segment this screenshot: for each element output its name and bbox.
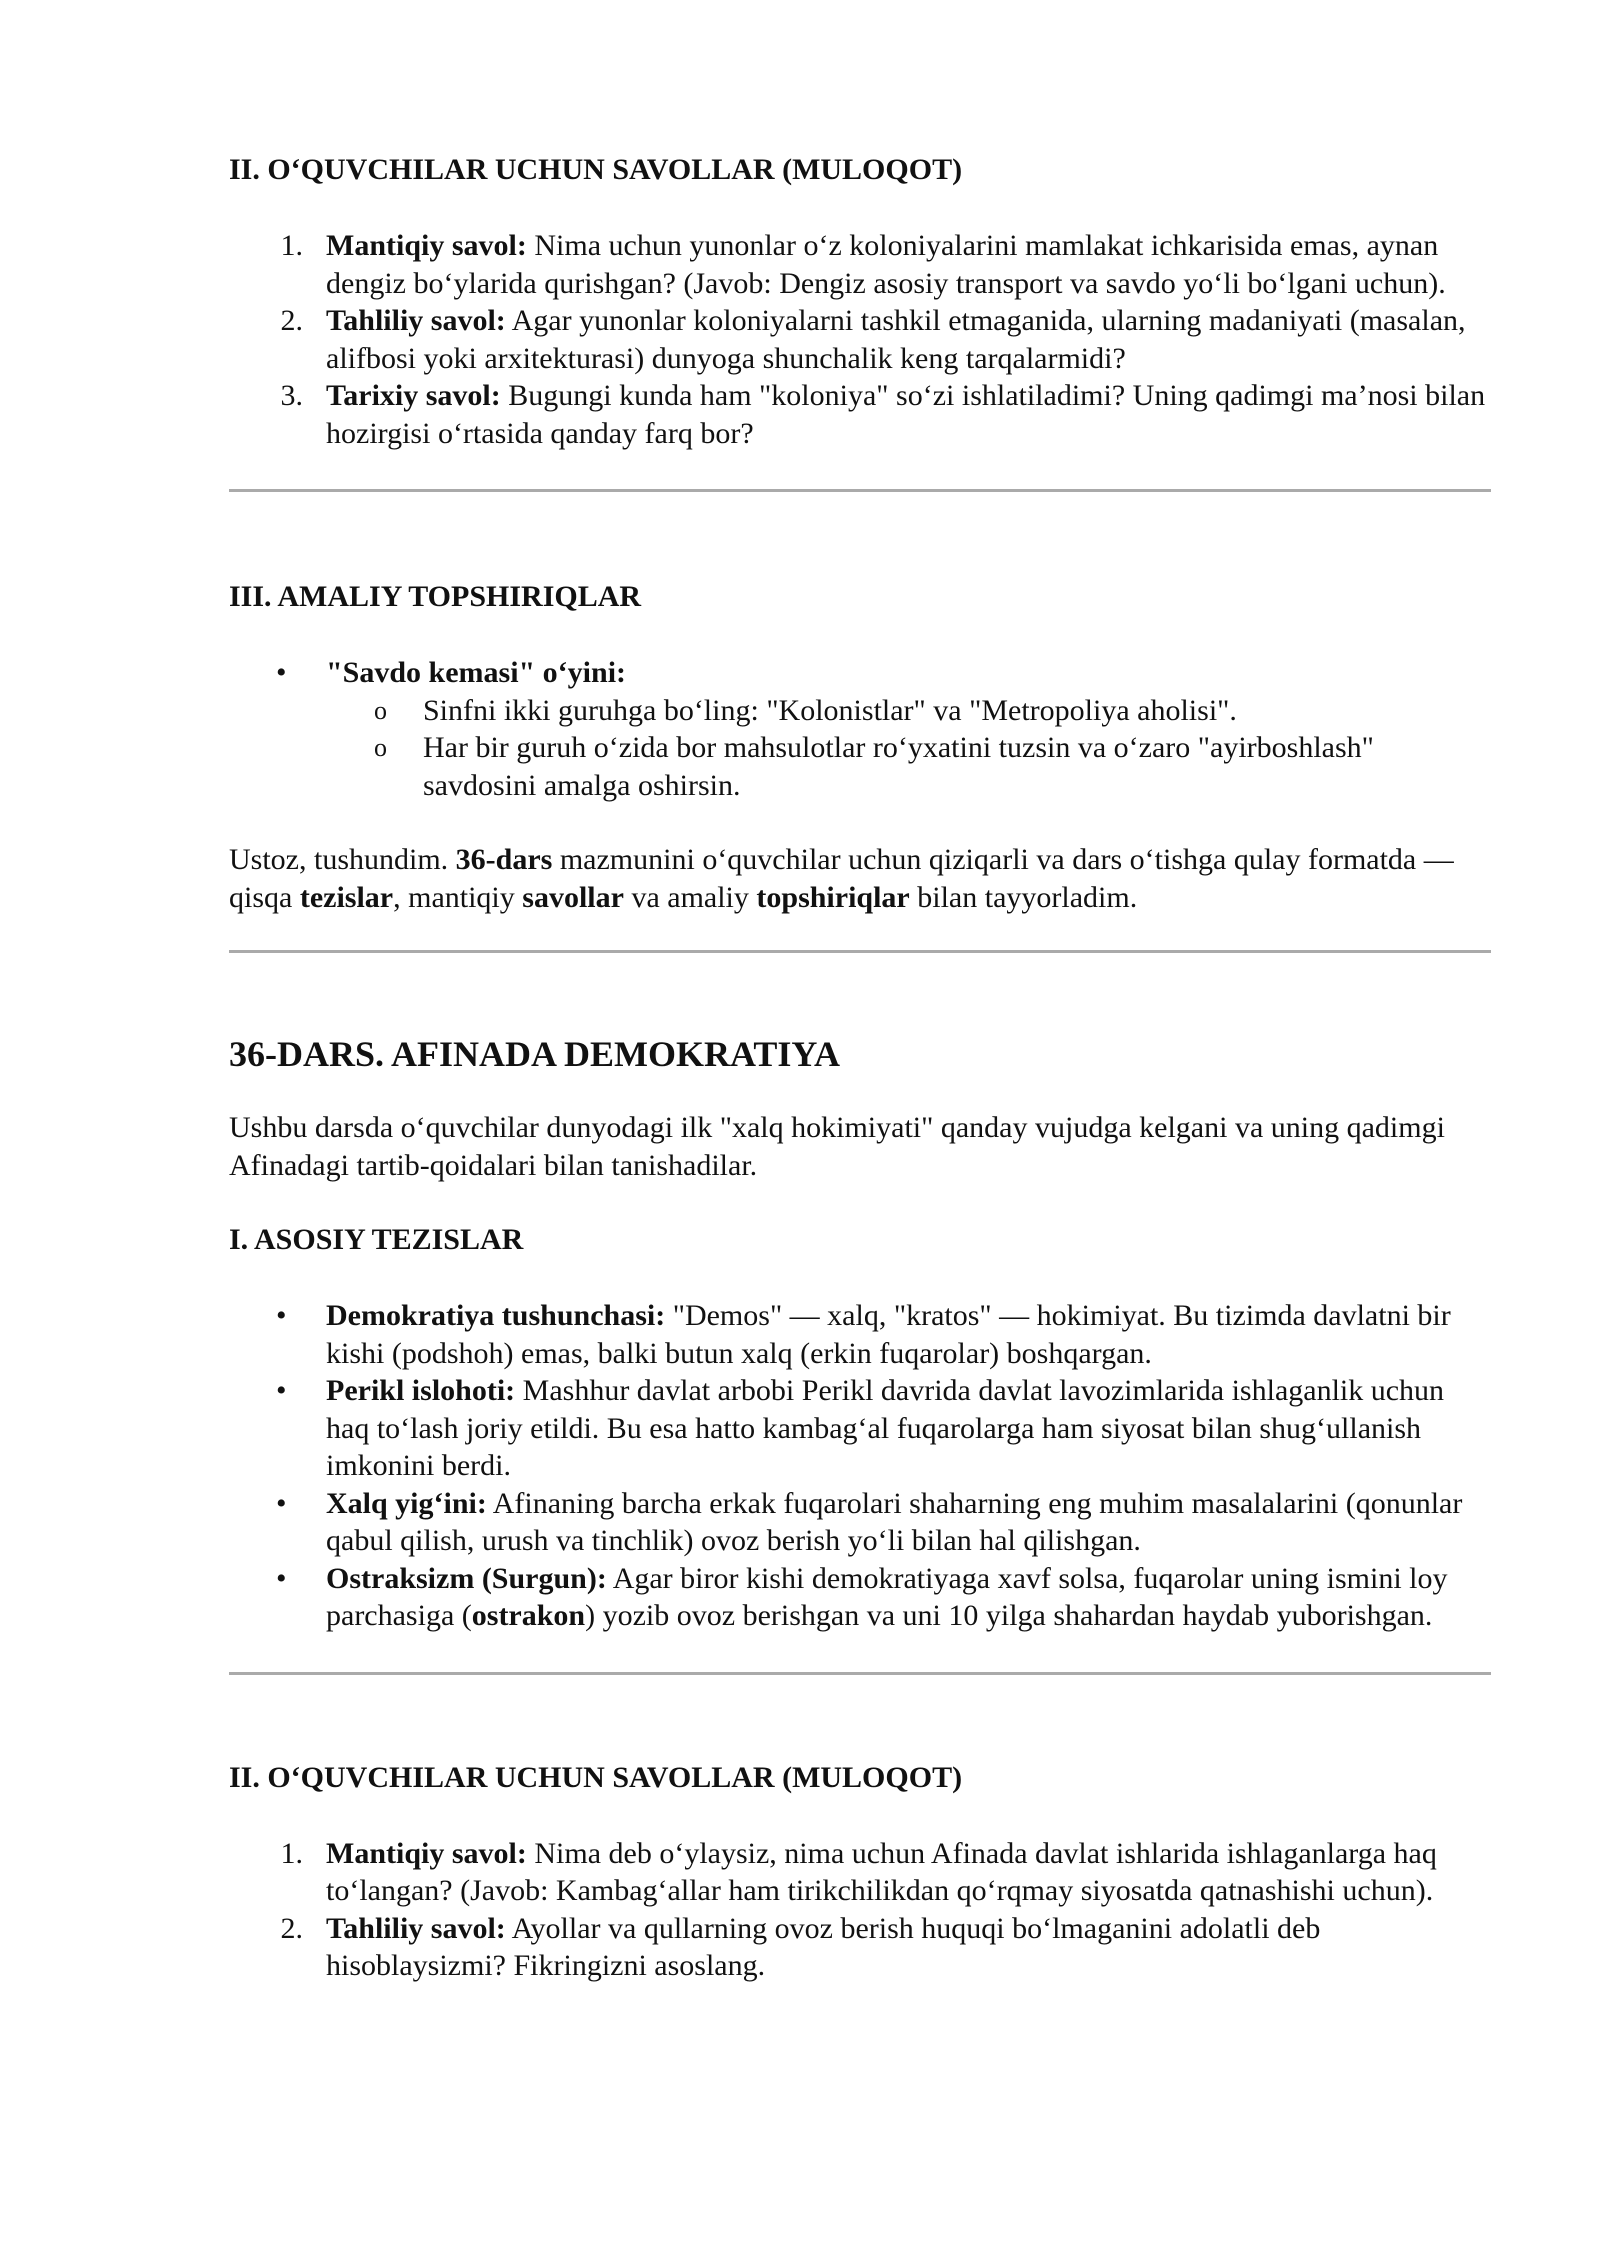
item-label: Tahliliy savol: — [326, 1911, 506, 1945]
item-text: Agar biror kishi demokratiyaga xavf solsa, fuqarolar uning ismini loy parchasiga ( — [326, 1561, 1448, 1632]
list-number: 1. — [280, 229, 303, 262]
bold-run: savollar — [522, 880, 624, 914]
item-text: Nima deb o‘ylaysiz, nima uchun Afinada davlat ishlarida ishlaganlarga haq to‘langan? (Javob: Kambag‘allar ham tirikchilikdan qo‘rqmay siyosatda qatnashishi uchun). — [326, 1836, 1437, 1907]
lesson-description: Ushbu darsda o‘quvchilar dunyodagi ilk "xalq hokimiyati" qanday vujudga kelgani va uning qadimgi Afinadagi tartib-qoidalari bilan tanishadilar. — [229, 1111, 1445, 1182]
item-label: Tahliliy savol: — [326, 304, 506, 337]
item-text: Agar yunonlar koloniyalarni tashkil etmaganida, ularning madaniyati (masalan, alifbosi yoki arxitekturasi) dunyoga shunchalik keng tarqalarmidi? — [326, 304, 1466, 375]
item-bold: ostrakon — [471, 1599, 586, 1632]
item-label: Perikl islohoti: — [326, 1374, 516, 1407]
item-text: Ayollar va qullarning ovoz berish huquqi bo‘lmaganini adolatli deb hisoblaysizmi? Fikringizni asoslang. — [326, 1911, 1321, 1982]
sub-item-text: Sinfni ikki guruhga bo‘ling: "Kolonistlar" va "Metropoliya aholisi". — [423, 693, 1237, 727]
item-text: Afinaning barcha erkak fuqarolari shaharning eng muhim masalalarini (qonunlar qabul qilish, urush va tinchlik) ovoz berish yo‘li bilan hal qilishgan. — [326, 1486, 1463, 1557]
bullet-icon: • — [276, 1374, 287, 1407]
list-item — [229, 1297, 1491, 1372]
list-item — [229, 1560, 1491, 1635]
list-item — [229, 302, 1491, 377]
horizontal-divider — [229, 950, 1491, 953]
item-label: Tarixiy savol: — [326, 379, 501, 412]
bullet-icon: • — [276, 1561, 287, 1595]
sub-bullet-icon: o — [374, 695, 387, 725]
list-number: 1. — [280, 1836, 303, 1870]
item-text: Nima uchun yunonlar o‘z koloniyalarini mamlakat ichkarisida emas, aynan dengiz bo‘ylarida qurishgan? (Javob: Dengiz asosiy transport va savdo yo‘li bo‘lgani uchun). — [326, 229, 1446, 300]
lesson-title: 36-DARS. AFINADA DEMOKRATIYA — [229, 1034, 841, 1074]
sub-item-text: Har bir guruh o‘zida bor mahsulotlar ro‘yxatini tuzsin va o‘zaro "ayirboshlash" savdosini amalga oshirsin. — [423, 731, 1374, 802]
sub-bullet-icon: o — [374, 733, 387, 762]
bullet-icon: • — [276, 1299, 287, 1332]
item-label: Mantiqiy savol: — [326, 229, 527, 262]
item-text: "Demos" — xalq, "kratos" — hokimiyat. Bu tizimda davlatni bir kishi (podshoh) emas, balki butun xalq (erkin fuqarolar) boshqargan. — [326, 1299, 1451, 1370]
questions-list — [229, 1835, 1491, 1985]
list-item — [229, 1835, 1491, 1910]
list-item — [229, 654, 1491, 692]
text-run: va amaliy — [623, 880, 757, 914]
list-number: 2. — [280, 304, 303, 337]
bold-run: topshiriqlar — [756, 880, 910, 914]
sub-list-item — [229, 729, 1491, 804]
item-label: Ostraksizm (Surgun): — [326, 1561, 607, 1595]
text-run: mazmunini o‘quvchilar uchun qiziqarli va dars o‘tishga qulay formatda — qisqa — [229, 843, 1454, 914]
list-item — [229, 1910, 1491, 1985]
sub-list-item — [229, 692, 1491, 730]
document-content — [229, 150, 1491, 1985]
section-heading-savollar: II. O‘QUVCHILAR UCHUN SAVOLLAR (MULOQOT) — [229, 153, 963, 186]
section-heading-savollar-2: II. O‘QUVCHILAR UCHUN SAVOLLAR (MULOQOT) — [229, 1760, 963, 1794]
list-item — [229, 1485, 1491, 1560]
item-text: Bugungi kunda ham "koloniya" so‘zi ishlatiladimi? Uning qadimgi ma’nosi bilan hozirgisi o‘rtasida qanday farq bor? — [326, 379, 1486, 450]
tasks-list — [229, 654, 1491, 804]
text-run: , mantiqiy — [393, 880, 523, 914]
theses-list — [229, 1297, 1491, 1635]
item-label: Xalq yig‘ini: — [326, 1486, 487, 1520]
bold-run: tezislar — [299, 880, 394, 914]
questions-list — [229, 227, 1491, 452]
text-run: Ustoz, tushundim. — [229, 843, 456, 876]
bullet-icon: • — [276, 1486, 287, 1520]
section-heading-amaliy: III. AMALIY TOPSHIRIQLAR — [229, 580, 642, 613]
section-heading-tezislar: I. ASOSIY TEZISLAR — [229, 1223, 524, 1256]
item-label: Demokratiya tushunchasi: — [326, 1299, 666, 1332]
bullet-icon: • — [276, 656, 287, 689]
intro-paragraph — [229, 841, 1491, 916]
list-item — [229, 377, 1491, 452]
list-item — [229, 227, 1491, 302]
list-number: 2. — [280, 1911, 303, 1945]
item-label: "Savdo kemasi" o‘yini: — [326, 656, 627, 689]
item-label: Mantiqiy savol: — [326, 1836, 527, 1870]
item-text: ) yozib ovoz berishgan va uni 10 yilga shahardan haydab yuborishgan. — [585, 1599, 1433, 1632]
text-run: bilan tayyorladim. — [909, 880, 1138, 914]
horizontal-divider — [229, 489, 1491, 492]
bold-run: 36-dars — [455, 843, 553, 876]
horizontal-divider — [229, 1672, 1491, 1675]
list-item — [229, 1372, 1491, 1485]
list-number: 3. — [280, 379, 303, 412]
item-text: Mashhur davlat arbobi Perikl davrida davlat lavozimlarida ishlaganlik uchun haq to‘lash joriy etildi. Bu esa hatto kambag‘al fuqarolarga ham siyosat bilan shug‘ullanish imkonini berdi. — [326, 1374, 1445, 1482]
